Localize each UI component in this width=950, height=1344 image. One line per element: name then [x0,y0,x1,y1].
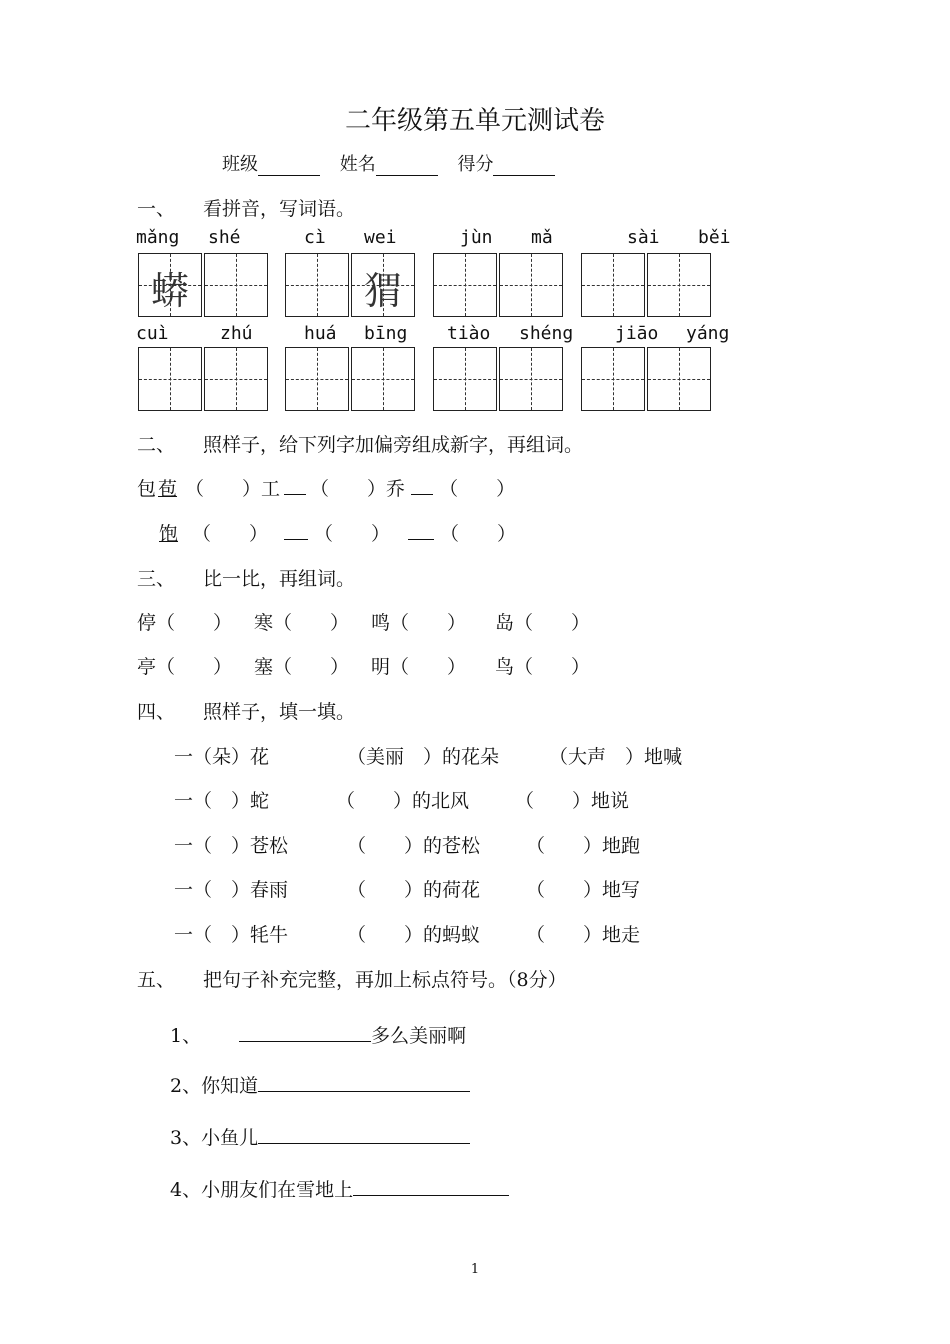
measure-word-item: 一（ ）牦牛 [174,924,289,946]
writing-box-pair [433,253,565,317]
writing-box-pair [581,253,713,317]
class-label: 班级 [222,154,258,175]
sentence-blank[interactable] [239,1023,371,1042]
adverb-item: （ ）地跑 [526,835,641,857]
pinyin: jiāo [615,323,659,344]
pinyin: zhú [220,323,253,344]
compare-item: 鸟（ ） [495,656,591,678]
measure-word-item: 一（朵）花 [174,746,270,768]
pinyin: cuì [136,323,169,344]
page-number: 1 [470,1262,480,1277]
name-blank[interactable] [376,157,438,176]
writing-box[interactable] [285,347,349,411]
compare-item: 鸣（ ） [371,612,467,634]
compare-item: 亭（ ） [137,656,233,678]
writing-box-pair [285,253,417,317]
writing-box-pair [138,347,270,411]
pinyin: běi [698,227,731,248]
writing-box[interactable] [647,253,711,317]
pinyin: tiào [447,323,491,344]
pinyin: shéng [519,323,574,344]
adjective-item: （ ）的苍松 [347,835,481,857]
radical-line-2: 饱 （ ） （ ） （ ） [159,523,517,545]
adverb-item: （大声 ）地喊 [549,746,683,768]
answer-blank[interactable] [284,476,306,495]
sentence-blank[interactable] [258,1073,470,1092]
score-blank[interactable] [493,157,555,176]
writing-box[interactable] [581,253,645,317]
sentence-blank[interactable] [353,1177,509,1196]
pinyin: bīng [364,323,408,344]
writing-box-pair [138,253,270,317]
measure-word-item: 一（ ）蛇 [174,790,270,812]
answer-blank[interactable] [408,521,434,540]
pinyin: jùn [460,227,493,248]
section-3-heading: 三、 比一比，再组词。 [137,568,356,590]
pinyin: wei [364,227,397,248]
measure-word-item: 一（ ）春雨 [174,879,289,901]
adverb-item: （ ）地写 [526,879,641,901]
measure-word-item: 一（ ）苍松 [174,835,289,857]
pinyin: huá [304,323,337,344]
class-blank[interactable] [258,157,320,176]
example-answer: 饱 [159,523,179,545]
writing-box[interactable] [204,253,268,317]
compare-item: 停（ ） [137,612,233,634]
sample-character: 猬 [363,269,402,313]
adjective-item: （ ）的北风 [336,790,470,812]
writing-box[interactable] [499,347,563,411]
answer-blank[interactable] [411,476,433,495]
adjective-item: （ ）的荷花 [347,879,481,901]
writing-box[interactable] [138,347,202,411]
writing-box-pair [433,347,565,411]
writing-box-pair [581,347,713,411]
sentence-1: 1、 多么美丽啊 [170,1025,467,1047]
student-info [222,150,569,176]
writing-box[interactable] [499,253,563,317]
writing-box[interactable] [351,253,415,317]
pinyin: cì [304,227,326,248]
section-4-heading: 四、 照样子，填一填。 [137,701,356,723]
pinyin: sài [627,227,660,248]
writing-box[interactable] [285,253,349,317]
writing-box[interactable] [581,347,645,411]
compare-item: 寒（ ） [254,612,350,634]
writing-box[interactable] [351,347,415,411]
name-label: 姓名 [339,154,376,175]
section-2-heading: 二、 照样子，给下列字加偏旁组成新字，再组词。 [137,434,584,456]
page-title: 二年级第五单元测试卷 [344,106,605,136]
sentence-3: 3、小鱼儿 [170,1123,470,1150]
writing-box-pair [285,347,417,411]
compare-item: 明（ ） [371,656,467,678]
sentence-4: 4、小朋友们在雪地上 [170,1175,509,1202]
adjective-item: （美丽 ）的花朵 [347,746,500,768]
adjective-item: （ ）的蚂蚁 [347,924,481,946]
pinyin: yáng [686,323,730,344]
writing-box[interactable] [204,347,268,411]
section-1-heading: 一、 看拼音，写词语。 [137,198,356,220]
sample-character: 蟒 [150,269,189,313]
writing-box[interactable] [433,347,497,411]
score-label: 得分 [457,154,494,175]
radical-line-1: 包 苞 （ ）工 （ ）乔 （ ） [137,478,516,500]
adverb-item: （ ）地说 [515,790,630,812]
adverb-item: （ ）地走 [526,924,641,946]
pinyin: shé [208,227,241,248]
pinyin: mǎ [531,227,553,248]
writing-box[interactable] [138,253,202,317]
sentence-2: 2、你知道 [170,1071,470,1098]
pinyin: mǎng [136,227,180,248]
sentence-blank[interactable] [258,1125,470,1144]
example-answer: 苞 [158,478,178,500]
writing-box[interactable] [647,347,711,411]
answer-blank[interactable] [284,521,308,540]
writing-box[interactable] [433,253,497,317]
compare-item: 塞（ ） [254,656,350,678]
section-5-heading: 五、 把句子补充完整，再加上标点符号。（8分） [137,969,567,991]
compare-item: 岛（ ） [495,612,591,634]
